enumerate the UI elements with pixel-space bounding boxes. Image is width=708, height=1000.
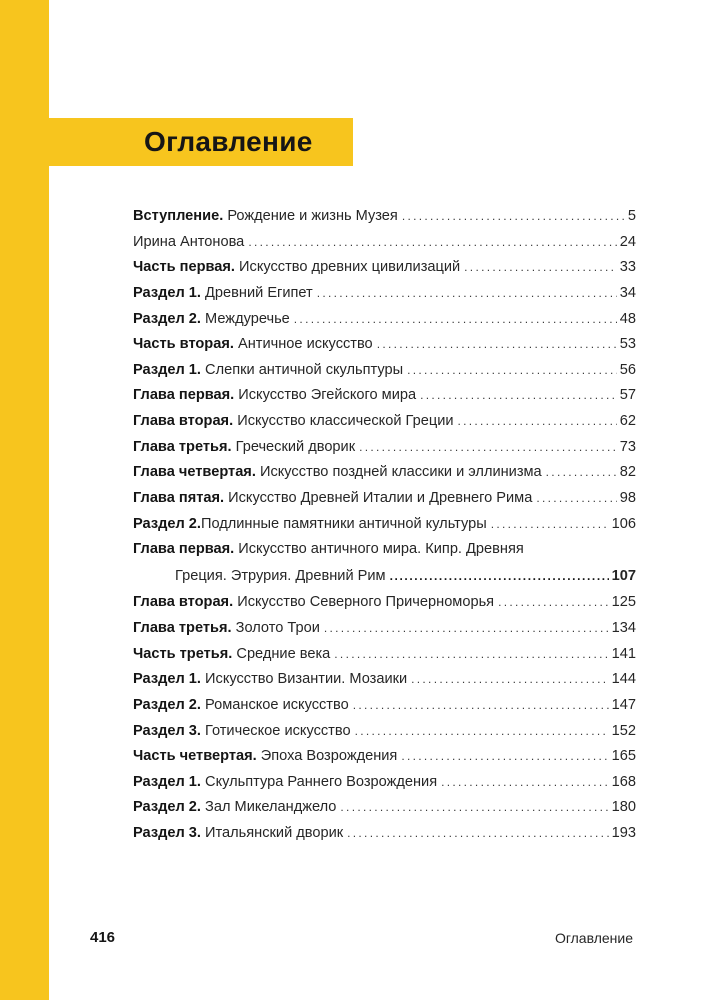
toc-entry-lead: Глава пятая. [133, 490, 225, 507]
toc-entry [133, 537, 636, 564]
toc-entry-title: Подлинные памятники античной культуры [200, 515, 487, 532]
toc-entry-lead: Раздел 1. [133, 671, 201, 688]
dot-leader [355, 719, 609, 745]
toc-entry-page: 147 [611, 696, 636, 713]
toc-entry-title: Зал Микеланджело [205, 799, 337, 816]
toc-entry-lead: Глава четвертая. [133, 464, 256, 481]
toc-entry-title: Средние века [236, 645, 331, 662]
dot-leader [294, 307, 617, 333]
toc-entry [133, 512, 636, 538]
dot-leader [353, 693, 609, 719]
toc-entry [133, 409, 636, 435]
toc-entry-lead: Раздел 2. [133, 696, 201, 713]
toc-entry-page: 180 [611, 799, 636, 816]
dot-leader [420, 383, 617, 409]
dot-leader [546, 460, 617, 486]
toc-entry-page: 141 [611, 645, 636, 662]
dot-leader [402, 204, 625, 230]
toc-entry-title: Ирина Антонова [133, 233, 245, 250]
toc-entry [133, 383, 636, 409]
toc-entry-page: 5 [627, 208, 636, 224]
dot-leader [458, 409, 617, 435]
toc-entry [133, 255, 636, 281]
dot-leader [498, 590, 609, 616]
toc-entry [133, 642, 636, 668]
toc-entry [133, 435, 636, 461]
toc-entry-lead: Раздел 3. [133, 825, 201, 842]
toc-entry-page: 98 [619, 490, 636, 507]
toc-entry-continuation [133, 564, 636, 590]
toc-entry-page: 82 [619, 464, 636, 481]
toc-entry-lead: Часть первая. [133, 259, 235, 276]
toc-entry-page: 134 [611, 619, 636, 636]
toc-entry-page: 57 [619, 387, 636, 404]
toc-entry-lead: Раздел 1. [133, 284, 201, 301]
toc-entry-lead: Раздел 1. [133, 773, 201, 790]
dot-leader [377, 332, 617, 358]
toc-entry-lead: Глава вторая. [133, 594, 234, 611]
toc-entry-title: Слепки античной скульптуры [205, 361, 404, 378]
toc-entry-title: Греческий дворик [235, 438, 356, 455]
toc-entry-title: Античное искусство [237, 336, 373, 353]
toc-entry [133, 770, 636, 796]
toc-entry-lead: Глава первая. [133, 387, 235, 404]
toc-entry-lead: Раздел 2. [133, 515, 201, 532]
dot-leader [248, 230, 616, 256]
toc-entry [133, 821, 636, 847]
toc-entry [133, 230, 636, 256]
toc-entry-title-continued: Греция. Этрурия. Древний Рим [175, 568, 386, 585]
toc-entry-title: Рождение и жизнь Музея [227, 208, 398, 224]
toc-entry [133, 460, 636, 486]
toc-entry-lead: Часть третья. [133, 645, 233, 662]
dot-leader [536, 486, 616, 512]
toc-entry-page: 24 [619, 233, 636, 250]
dot-leader [441, 770, 609, 796]
dot-leader [464, 255, 617, 281]
toc-entry-title: Искусство Эгейского мира [238, 387, 417, 404]
toc-entry-title: Золото Трои [235, 619, 320, 636]
toc-entry-page: 56 [619, 361, 636, 378]
toc-entry-title: Искусство древних цивилизаций [239, 259, 461, 276]
toc-entry-page: 168 [611, 773, 636, 790]
toc-entry-page: 53 [619, 336, 636, 353]
toc-entry-title: Древний Египет [205, 284, 313, 301]
toc-entry-page: 193 [611, 825, 636, 842]
dot-leader [317, 281, 617, 307]
toc-entry-page: 48 [619, 310, 636, 327]
toc-entry-title: Готическое искусство [205, 722, 351, 739]
dot-leader [401, 744, 608, 770]
toc-entry-lead: Раздел 1. [133, 361, 201, 378]
toc-entry [133, 332, 636, 358]
toc-entry-page: 33 [619, 259, 636, 276]
toc-entry-page: 62 [619, 413, 636, 430]
toc-entry-page: 152 [611, 722, 636, 739]
yellow-sidebar [0, 0, 49, 1000]
toc-entry [133, 616, 636, 642]
toc-entry-title: Искусство Древней Италии и Древнего Рима [228, 490, 533, 507]
toc-entry [133, 719, 636, 745]
toc-entry-page: 125 [611, 594, 636, 611]
toc-entry [133, 204, 636, 230]
toc-entry-page: 144 [611, 671, 636, 688]
toc-entry-lead: Глава первая. [133, 541, 235, 558]
toc-entry-page: 165 [611, 748, 636, 765]
toc-entry [133, 744, 636, 770]
toc-entry-page: 73 [619, 438, 636, 455]
toc-entry-lead: Глава третья. [133, 619, 232, 636]
dot-leader [347, 821, 608, 847]
dot-leader [324, 616, 609, 642]
toc-entry-title: Романское искусство [205, 696, 349, 713]
dot-leader [359, 435, 617, 461]
dot-leader [407, 358, 617, 384]
toc-entry-page: 34 [619, 284, 636, 301]
toc-entry [133, 281, 636, 307]
dot-leader [390, 564, 609, 590]
toc-entry-title: Искусство античного мира. Кипр. Древняя [238, 541, 524, 558]
toc-entry [133, 667, 636, 693]
toc-entry [133, 590, 636, 616]
toc-entry-lead: Раздел 2. [133, 799, 201, 816]
toc-entry [133, 693, 636, 719]
toc-entry-lead: Раздел 3. [133, 722, 201, 739]
toc-entry-title: Искусство поздней классики и эллинизма [259, 464, 542, 481]
toc-entry-lead: Часть вторая. [133, 336, 234, 353]
footer-running-title: Оглавление [554, 930, 633, 946]
toc-entry-page: 106 [611, 515, 636, 532]
toc-entry [133, 486, 636, 512]
toc-entry-lead: Часть четвертая. [133, 748, 257, 765]
toc-entry-title: Междуречье [205, 310, 290, 327]
toc-entry-title: Итальянский дворик [205, 825, 344, 842]
toc-entry-lead: Вступление. [133, 208, 224, 224]
toc-entry-lead: Глава третья. [133, 438, 232, 455]
toc-entry-title: Скульптура Раннего Возрождения [205, 773, 438, 790]
toc-entry [133, 358, 636, 384]
toc-entry [133, 795, 636, 821]
toc-entry-title: Искусство Северного Причерноморья [237, 594, 495, 611]
toc-entry [133, 307, 636, 333]
dot-leader [411, 667, 608, 693]
toc-entry-lead: Раздел 2. [133, 310, 201, 327]
toc-entry-title: Искусство Византии. Мозаики [205, 671, 408, 688]
table-of-contents [133, 204, 636, 847]
page-title: Оглавление [144, 126, 313, 157]
dot-leader [491, 512, 609, 538]
dot-leader [340, 795, 608, 821]
toc-entry-page: 107 [611, 568, 636, 585]
toc-entry-title: Искусство классической Греции [237, 413, 454, 430]
dot-leader [334, 642, 608, 668]
toc-entry-title: Эпоха Возрождения [260, 748, 398, 765]
toc-entry-lead: Глава вторая. [133, 413, 234, 430]
footer-page-number: 416 [90, 929, 116, 946]
